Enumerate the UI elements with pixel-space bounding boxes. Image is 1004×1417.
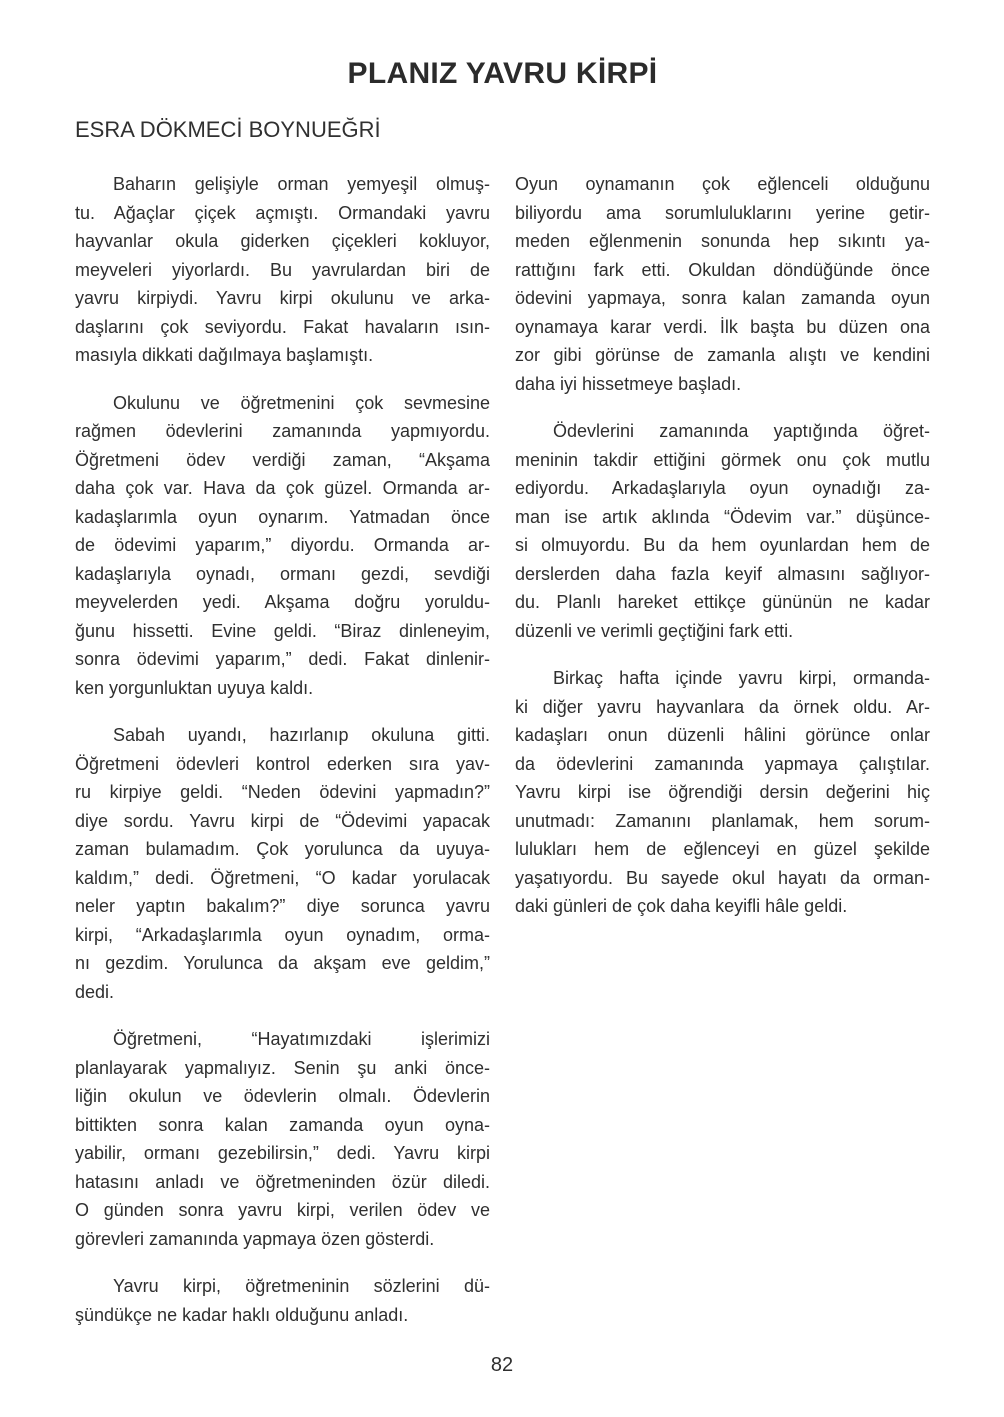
text-line: kirpi, “Arkadaşlarımla oyun oynadım, orma- [75, 924, 490, 945]
text-line: dedi. [75, 981, 115, 1002]
text-line: ediyordu. Arkadaşlarıyla oyun oynadığı za- [515, 478, 930, 498]
text-line: daşlarını çok seviyordu. Fakat havaların ısın- [75, 316, 490, 337]
page-title: PLANIZ YAVRU KİRPİ [347, 57, 658, 90]
text-line: Baharın gelişiyle orman yemyeşil olmuş- [113, 174, 490, 194]
paragraph [75, 389, 490, 703]
text-line: lulukları hem de eğlenceyi en güzel şekilde [515, 839, 930, 859]
text-line: masıyla dikkati dağılmaya başlamıştı. [75, 345, 374, 365]
right-column [515, 170, 930, 1348]
text-line: Öğretmeni ödevleri kontrol ederken sıra yav- [75, 753, 490, 774]
text-line: neler yaptın bakalım?” diye sorunca yavru [75, 896, 490, 916]
author-line: ESRA DÖKMECİ BOYNUEĞRİ [75, 117, 381, 142]
text-line: yaşatıyordu. Bu sayede okul hayatı da orman- [515, 867, 930, 888]
text-line: derslerden daha fazla keyif almasını sağlıyor- [515, 563, 930, 584]
text-line: ki diğer yavru hayvanlara da örnek oldu. Ar- [515, 696, 930, 717]
text-line: Yavru kirpi, öğretmeninin sözlerini dü- [113, 1276, 490, 1296]
text-line: de ödevimi yaparım,” diyordu. Ormanda ar- [75, 535, 490, 555]
text-line: rattığını fark etti. Okuldan döndüğünde önce [515, 259, 930, 280]
text-line: zaman bulamadım. Çok yorulunca da uyuya- [75, 839, 490, 859]
paragraph [515, 664, 930, 921]
text-line: diye sordu. Yavru kirpi de “Ödevimi yapacak [75, 810, 490, 831]
text-line: daha iyi hissetmeye başladı. [515, 373, 742, 394]
text-line: da ödevlerini zamanında yapmaya çalıştılar. [515, 753, 930, 774]
text-line: düzenli ve verimli geçtiğini fark etti. [515, 620, 794, 641]
paragraph [75, 1272, 490, 1329]
text-line: Birkaç hafta içinde yavru kirpi, ormanda- [553, 668, 930, 688]
text-line: Öğretmeni ödev verdiği zaman, “Akşama [75, 449, 490, 470]
text-line: meninin takdir ettiğini görmek onu çok mutlu [515, 449, 930, 470]
text-line: nı gezdim. Yorulunca da akşam eve geldim,” [75, 953, 490, 973]
text-line: tu. Ağaçlar çiçek açmıştı. Ormandaki yavru [75, 202, 490, 223]
text-line: O günden sonra yavru kirpi, verilen ödev ve [75, 1200, 490, 1220]
text-line: kadaşlarımla oyun oynarım. Yatmadan önce [75, 506, 490, 527]
text-line: zor gibi görünse de zamanla alıştı ve kendini [515, 345, 930, 365]
text-line: Öğretmeni, “Hayatımızdaki işlerimizi [113, 1029, 490, 1049]
page-number: 82 [490, 1354, 514, 1376]
text-line: yabilir, ormanı gezebilirsin,” dedi. Yavru kirpi [75, 1143, 490, 1163]
text-line: bittikten sonra kalan zamanda oyun oyna- [75, 1114, 490, 1135]
text-line: man ise artık aklında “Ödevim var.” düşünce- [515, 506, 930, 527]
text-line: şündükçe ne kadar haklı olduğunu anladı. [75, 1304, 409, 1325]
text-line: planlayarak yapmalıyız. Senin şu anki önce- [75, 1057, 490, 1078]
text-line: ödevini yapmaya, sonra kalan zamanda oyun [515, 288, 930, 308]
text-line: Sabah uyandı, hazırlanıp okuluna gitti. [113, 725, 490, 745]
left-column [75, 170, 490, 1348]
text-line: daha çok var. Hava da çok güzel. Ormanda ar- [75, 478, 490, 498]
text-line: meyveleri yiyorlardı. Bu yavrulardan biri de [75, 259, 490, 280]
text-line: yavru kirpiydi. Yavru kirpi okulunu ve arka- [75, 288, 490, 308]
paragraph [75, 721, 490, 1006]
text-line: sonra ödevimi yaparım,” dedi. Fakat dinlenir- [75, 649, 490, 669]
paragraph [75, 170, 490, 370]
text-line: meyvelerden yedi. Akşama doğru yoruldu- [75, 592, 490, 612]
text-line: Ödevlerini zamanında yaptığında öğret- [553, 421, 930, 441]
paragraph [75, 1025, 490, 1253]
text-line: Yavru kirpi ise öğrendiği dersin değerini hiç [515, 782, 930, 802]
text-line: Oyun oynamanın çok eğlenceli olduğunu [515, 174, 930, 194]
text-line: ru kirpiye geldi. “Neden ödevini yapmadın?” [75, 782, 490, 802]
text-line: oynamaya karar verdi. İlk başta bu düzen ona [515, 316, 930, 337]
text-line: du. Planlı hareket ettikçe gününün ne kadar [515, 592, 930, 612]
text-line: ken yorgunluktan uyuya kaldı. [75, 677, 314, 698]
text-line: kadaşlarıyla oynadı, ormanı gezdi, sevdiği [75, 563, 490, 584]
paragraph [515, 417, 930, 645]
text-line: rağmen ödevlerini zamanında yapmıyordu. [75, 421, 490, 441]
text-columns [75, 170, 930, 1348]
paragraph [515, 170, 930, 398]
text-line: kaldım,” dedi. Öğretmeni, “O kadar yorulacak [75, 867, 490, 888]
text-line: daki günleri de çok daha keyifli hâle geldi. [515, 896, 848, 916]
text-line: si olmuyordu. Bu da hem oyunlardan hem de [515, 535, 930, 555]
text-line: biliyordu ama sorumluluklarını yerine getir- [515, 202, 930, 223]
text-line: meden eğlenmenin sonunda hep sıkıntı ya- [515, 231, 930, 251]
text-line: liğin okulun ve ödevlerin olmalı. Ödevlerin [75, 1086, 490, 1106]
text-line: görevleri zamanında yapmaya özen gösterdi. [75, 1228, 435, 1249]
text-line: kadaşları onun düzenli hâlini görünce onlar [515, 725, 930, 745]
text-line: unutmadı: Zamanını planlamak, hem sorum- [515, 810, 930, 831]
text-line: Okulunu ve öğretmenini çok sevmesine [113, 392, 490, 413]
text-line: hayvanlar okula giderken çiçekleri kokluyor, [75, 231, 490, 251]
text-line: hatasını anladı ve öğretmeninden özür diledi. [75, 1171, 490, 1192]
text-line: ğunu hissetti. Evine geldi. “Biraz dinleneyim, [75, 620, 490, 641]
